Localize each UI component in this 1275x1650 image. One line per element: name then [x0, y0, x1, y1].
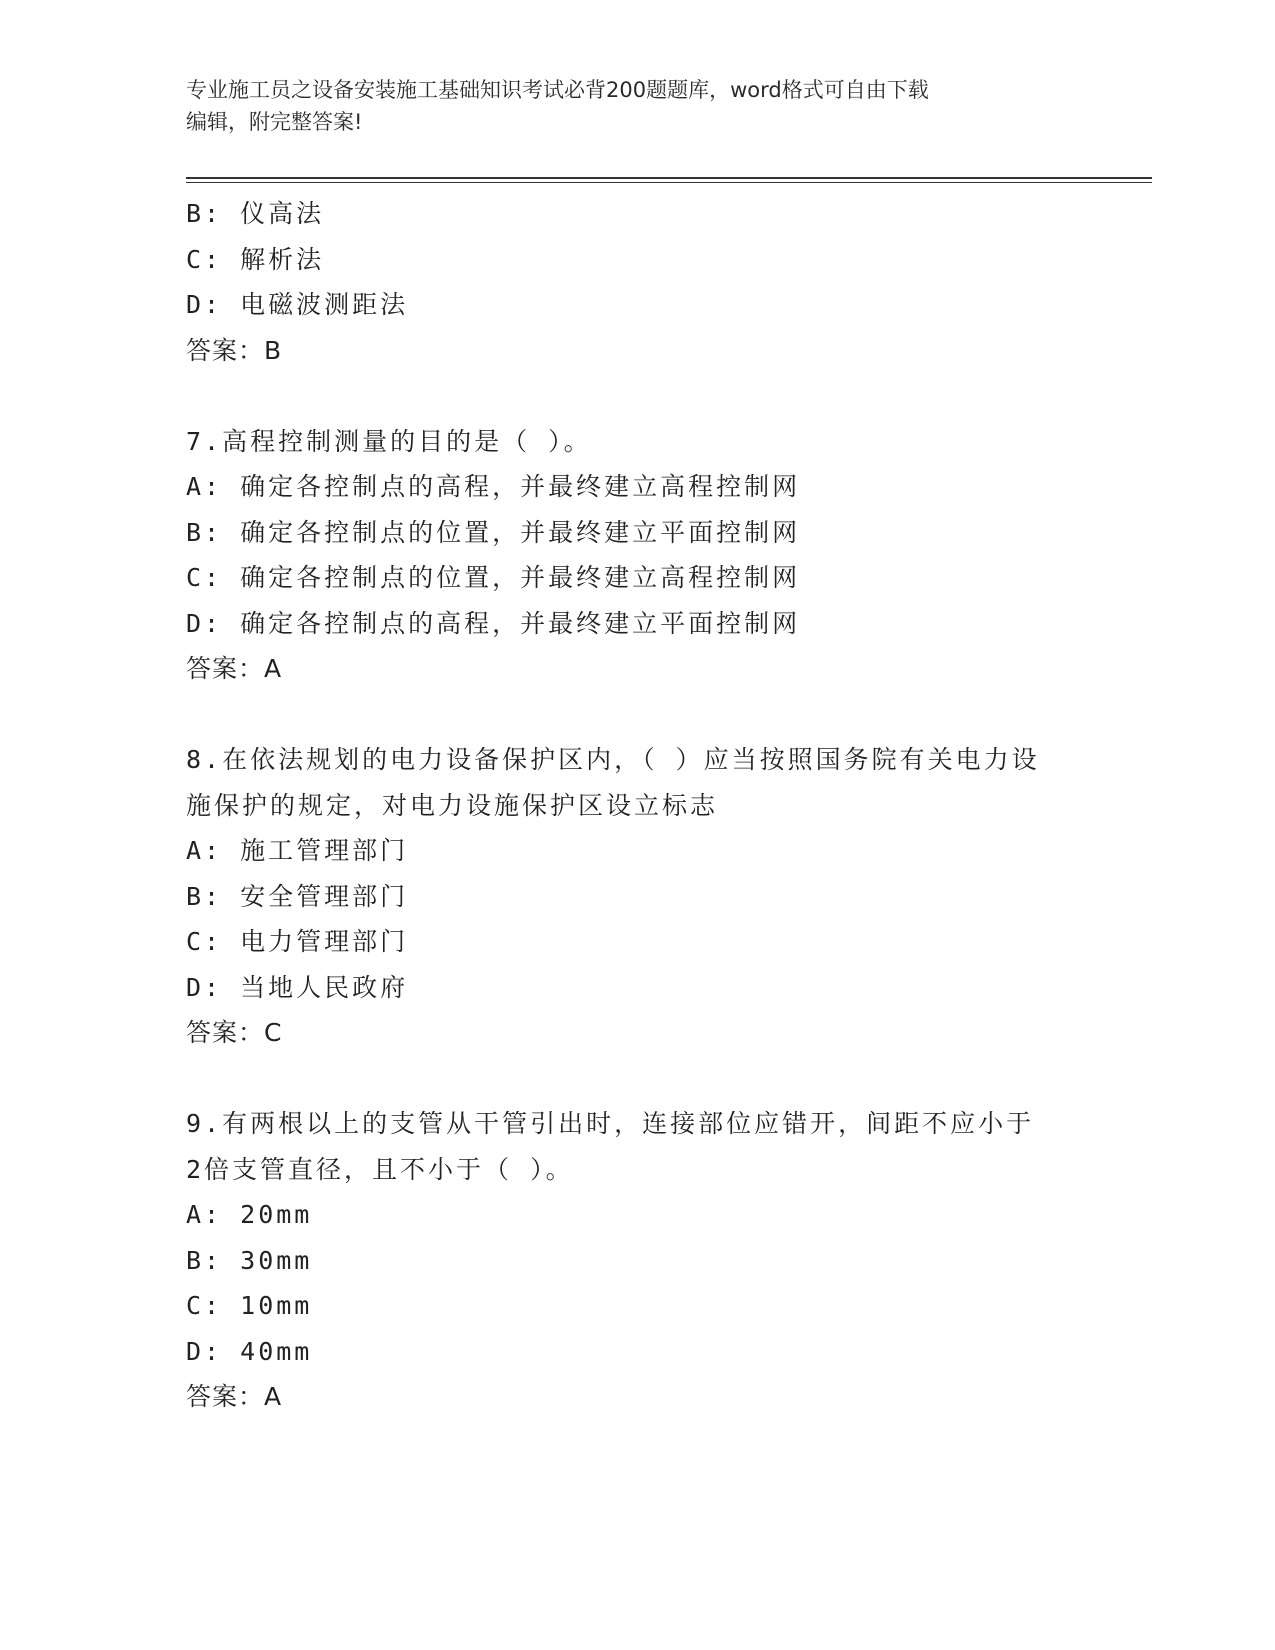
option-c: C: 电力管理部门 [186, 927, 409, 956]
option-a: A: 确定各控制点的高程，并最终建立高程控制网 [186, 472, 801, 501]
option-b: B: 安全管理部门 [186, 881, 409, 911]
option-d: D: 电磁波测距法 [186, 290, 409, 319]
question-stem-line1: 9.有两根以上的支管从干管引出时，连接部位应错开，间距不应小于 [186, 1109, 1035, 1138]
answer: 答案：B [186, 335, 283, 365]
question-stem: 7.高程控制测量的目的是（ ）。 [186, 426, 592, 456]
option-b: B: 30mm [186, 1245, 313, 1275]
question-list [186, 191, 1086, 1420]
option-c: C: 确定各控制点的位置，并最终建立高程控制网 [186, 563, 801, 592]
option-a: A: 施工管理部门 [186, 836, 409, 865]
header-divider-thin [186, 182, 1152, 183]
question-8 [186, 737, 1086, 1056]
header-title-line1: 专业施工员之设备安装施工基础知识考试必背200题题库，word格式可自由下载 [186, 78, 929, 102]
option-d: D: 当地人民政府 [186, 972, 409, 1002]
question-stem-line2: 施保护的规定，对电力设施保护区设立标志 [186, 790, 719, 820]
option-a: A: 20mm [186, 1200, 313, 1229]
option-c: C: 解析法 [186, 244, 325, 274]
question-stem-line1: 8.在依法规划的电力设备保护区内，（ ）应当按照国务院有关电力设 [186, 745, 1040, 774]
option-b: B: 仪高法 [186, 199, 325, 228]
question-7 [186, 419, 1086, 692]
header-title-line2: 编辑，附完整答案! [186, 110, 363, 134]
question-9 [186, 1101, 1086, 1420]
question-6 [186, 191, 1086, 373]
question-stem-line2: 2倍支管直径，且不小于（ ）。 [186, 1154, 574, 1184]
option-c: C: 10mm [186, 1291, 313, 1320]
option-b: B: 确定各控制点的位置，并最终建立平面控制网 [186, 517, 801, 547]
answer: 答案：A [186, 654, 283, 683]
option-d: D: 40mm [186, 1336, 313, 1366]
answer: 答案：A [186, 1382, 283, 1411]
document-header [186, 74, 1066, 138]
header-divider-thick [186, 177, 1152, 179]
answer: 答案：C [186, 1018, 283, 1047]
option-d: D: 确定各控制点的高程，并最终建立平面控制网 [186, 608, 801, 638]
